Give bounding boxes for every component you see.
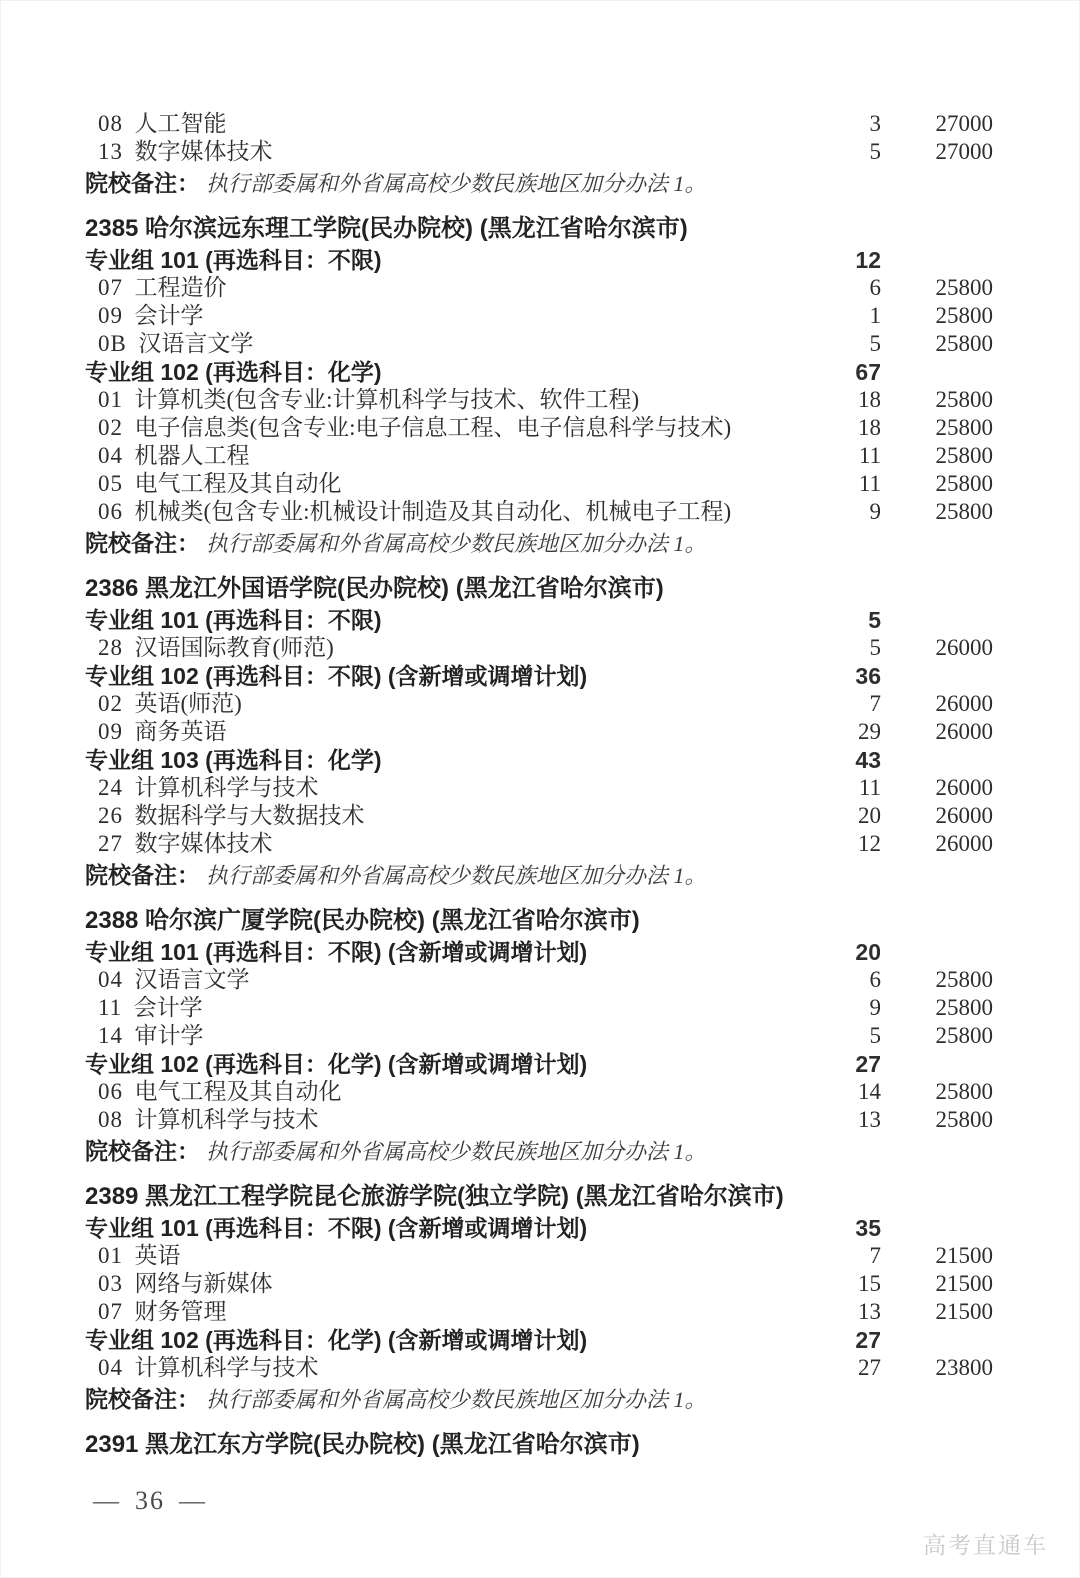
major-count: 9	[869, 995, 881, 1020]
major-code: 05	[98, 471, 123, 496]
major-count: 5	[869, 331, 881, 356]
major-row	[85, 634, 993, 662]
group-row	[85, 1214, 993, 1242]
major-name: 计算机科学与技术	[134, 1355, 319, 1380]
major-row	[85, 386, 993, 414]
major-row	[85, 994, 993, 1022]
note-text: 执行部委属和外省属高校少数民族地区加分办法 1。	[206, 1139, 707, 1164]
major-label	[85, 1242, 817, 1270]
major-count: 27	[858, 1355, 881, 1380]
major-name: 电气工程及其自动化	[134, 1079, 342, 1104]
major-code: 04	[98, 967, 123, 992]
note-label: 院校备注：	[85, 1138, 200, 1164]
note-label-wrap	[85, 169, 993, 198]
major-code: 13	[98, 139, 123, 164]
major-fee: 25800	[935, 995, 993, 1020]
note-row	[85, 529, 993, 558]
major-code: 08	[98, 1107, 123, 1132]
major-label	[85, 470, 817, 498]
page-number-dash-left: —	[93, 1486, 121, 1515]
major-fee: 25800	[935, 387, 993, 412]
major-count: 11	[858, 775, 881, 800]
major-label	[85, 1270, 817, 1298]
major-code: 01	[98, 387, 123, 412]
major-label	[85, 774, 817, 802]
major-name: 数据科学与大数据技术	[134, 803, 365, 828]
major-label	[85, 498, 817, 526]
group-label: 专业组 101 (再选科目：不限) (含新增或调增计划)	[85, 939, 588, 965]
major-count: 7	[869, 691, 881, 716]
group-count: 5	[868, 607, 881, 633]
major-row	[85, 498, 993, 526]
major-name: 人工智能	[134, 111, 227, 136]
major-code: 09	[98, 719, 123, 744]
group-label: 专业组 101 (再选科目：不限)	[85, 607, 382, 633]
major-fee: 21500	[935, 1243, 993, 1268]
major-name: 财务管理	[134, 1299, 227, 1324]
watermark-gaokao-zhitongche: 高考直通车	[923, 1532, 1048, 1558]
major-row	[85, 1106, 993, 1134]
group-label: 专业组 101 (再选科目：不限)	[85, 247, 382, 273]
major-fee: 25800	[935, 1079, 993, 1104]
school-header: 2388 哈尔滨广厦学院(民办院校) (黑龙江省哈尔滨市)	[85, 907, 640, 934]
major-fee: 23800	[935, 1355, 993, 1380]
major-count: 15	[858, 1271, 881, 1296]
major-code: 28	[98, 635, 123, 660]
major-label	[85, 966, 817, 994]
group-row	[85, 246, 993, 274]
major-count: 13	[858, 1299, 881, 1324]
note-text: 执行部委属和外省属高校少数民族地区加分办法 1。	[206, 171, 707, 196]
school-header: 2391 黑龙江东方学院(民办院校) (黑龙江省哈尔滨市)	[85, 1431, 640, 1458]
admission-plan-table	[85, 110, 993, 1462]
major-row	[85, 470, 993, 498]
major-label	[85, 442, 817, 470]
major-name: 英语	[134, 1243, 181, 1268]
major-code: 03	[98, 1271, 123, 1296]
major-row	[85, 442, 993, 470]
major-name: 网络与新媒体	[134, 1271, 273, 1296]
group-count: 67	[855, 359, 881, 385]
group-row	[85, 746, 993, 774]
major-label	[85, 1078, 817, 1106]
major-row	[85, 1242, 993, 1270]
major-row	[85, 690, 993, 718]
major-name: 数字媒体技术	[134, 831, 273, 856]
major-label	[85, 1022, 817, 1050]
major-fee: 21500	[935, 1299, 993, 1324]
major-code: 06	[98, 1079, 123, 1104]
major-count: 11	[858, 443, 881, 468]
major-count: 18	[858, 387, 881, 412]
note-label-wrap	[85, 529, 993, 558]
major-count: 5	[869, 139, 881, 164]
major-row	[85, 1298, 993, 1326]
major-name: 英语(师范)	[134, 691, 242, 716]
major-count: 18	[858, 415, 881, 440]
major-label	[85, 274, 817, 302]
major-count: 5	[869, 1023, 881, 1048]
major-label	[85, 994, 817, 1022]
major-label	[85, 1298, 817, 1326]
note-row	[85, 169, 993, 198]
major-count: 1	[869, 303, 881, 328]
page-number	[93, 1486, 207, 1516]
major-label	[85, 414, 817, 442]
group-label: 专业组 102 (再选科目：化学) (含新增或调增计划)	[85, 1327, 588, 1353]
major-label	[85, 330, 817, 358]
major-code: 02	[98, 691, 123, 716]
note-label-wrap	[85, 1137, 993, 1166]
major-row	[85, 138, 993, 166]
major-fee: 25800	[935, 443, 993, 468]
major-fee: 26000	[935, 635, 993, 660]
major-count: 11	[858, 471, 881, 496]
note-label: 院校备注：	[85, 862, 200, 888]
major-fee: 25800	[935, 1023, 993, 1048]
major-count: 3	[869, 111, 881, 136]
major-fee: 27000	[935, 111, 993, 136]
group-row	[85, 358, 993, 386]
major-label	[85, 1106, 817, 1134]
group-count: 12	[855, 247, 881, 273]
note-row	[85, 861, 993, 890]
major-label	[85, 1354, 817, 1382]
major-label	[85, 718, 817, 746]
major-fee: 25800	[935, 967, 993, 992]
major-name: 汉语言文学	[138, 331, 254, 356]
major-code: 04	[98, 1355, 123, 1380]
group-label: 专业组 102 (再选科目：化学) (含新增或调增计划)	[85, 1051, 588, 1077]
group-label: 专业组 103 (再选科目：化学)	[85, 747, 382, 773]
major-row	[85, 110, 993, 138]
major-code: 26	[98, 803, 123, 828]
major-name: 计算机类(包含专业:计算机科学与技术、软件工程)	[134, 387, 640, 412]
group-label: 专业组 102 (再选科目：不限) (含新增或调增计划)	[85, 663, 588, 689]
major-code: 07	[98, 1299, 123, 1324]
major-row	[85, 1022, 993, 1050]
major-label	[85, 302, 817, 330]
group-row	[85, 938, 993, 966]
major-name: 会计学	[133, 995, 203, 1020]
major-label	[85, 690, 817, 718]
note-text: 执行部委属和外省属高校少数民族地区加分办法 1。	[206, 863, 707, 888]
major-fee: 26000	[935, 775, 993, 800]
group-count: 35	[855, 1215, 881, 1241]
note-label: 院校备注：	[85, 1386, 200, 1412]
major-row	[85, 966, 993, 994]
major-code: 09	[98, 303, 123, 328]
major-name: 工程造价	[134, 275, 227, 300]
major-row	[85, 302, 993, 330]
page-number-value: 36	[135, 1486, 165, 1515]
major-name: 审计学	[134, 1023, 204, 1048]
major-fee: 25800	[935, 303, 993, 328]
major-fee: 25800	[935, 1107, 993, 1132]
major-count: 29	[858, 719, 881, 744]
major-label	[85, 138, 817, 166]
major-count: 9	[869, 499, 881, 524]
school-header: 2389 黑龙江工程学院昆仑旅游学院(独立学院) (黑龙江省哈尔滨市)	[85, 1183, 784, 1210]
major-count: 6	[869, 275, 881, 300]
major-fee: 25800	[935, 499, 993, 524]
major-label	[85, 110, 817, 138]
group-count: 27	[855, 1051, 881, 1077]
major-code: 01	[98, 1243, 123, 1268]
major-row	[85, 718, 993, 746]
major-name: 机器人工程	[134, 443, 250, 468]
group-row	[85, 662, 993, 690]
group-count: 20	[855, 939, 881, 965]
major-fee: 21500	[935, 1271, 993, 1296]
major-fee: 26000	[935, 691, 993, 716]
major-label	[85, 830, 817, 858]
major-row	[85, 274, 993, 302]
major-fee: 26000	[935, 831, 993, 856]
major-name: 计算机科学与技术	[134, 1107, 319, 1132]
major-name: 电气工程及其自动化	[134, 471, 342, 496]
group-row	[85, 606, 993, 634]
major-count: 7	[869, 1243, 881, 1268]
major-code: 02	[98, 415, 123, 440]
school-header: 2385 哈尔滨远东理工学院(民办院校) (黑龙江省哈尔滨市)	[85, 215, 688, 242]
major-count: 5	[869, 635, 881, 660]
major-row	[85, 1354, 993, 1382]
major-code: 14	[98, 1023, 123, 1048]
major-fee: 26000	[935, 803, 993, 828]
major-count: 20	[858, 803, 881, 828]
group-count: 27	[855, 1327, 881, 1353]
major-fee: 25800	[935, 331, 993, 356]
major-fee: 25800	[935, 471, 993, 496]
school-header: 2386 黑龙江外国语学院(民办院校) (黑龙江省哈尔滨市)	[85, 575, 664, 602]
major-name: 汉语国际教育(师范)	[134, 635, 334, 660]
note-label-wrap	[85, 1385, 993, 1414]
page-number-dash-right: —	[179, 1486, 207, 1515]
major-count: 13	[858, 1107, 881, 1132]
major-name: 数字媒体技术	[134, 139, 273, 164]
group-label: 专业组 102 (再选科目：化学)	[85, 359, 382, 385]
major-row	[85, 1270, 993, 1298]
major-code: 27	[98, 831, 123, 856]
note-row	[85, 1385, 993, 1414]
major-fee: 25800	[935, 415, 993, 440]
major-name: 电子信息类(包含专业:电子信息工程、电子信息科学与技术)	[134, 415, 732, 440]
major-code: 24	[98, 775, 123, 800]
major-row	[85, 330, 993, 358]
major-label	[85, 802, 817, 830]
major-code: 08	[98, 111, 123, 136]
note-label: 院校备注：	[85, 530, 200, 556]
note-text: 执行部委属和外省属高校少数民族地区加分办法 1。	[206, 531, 707, 556]
major-name: 会计学	[134, 303, 204, 328]
group-label: 专业组 101 (再选科目：不限) (含新增或调增计划)	[85, 1215, 588, 1241]
major-name: 计算机科学与技术	[134, 775, 319, 800]
major-code: 07	[98, 275, 123, 300]
major-row	[85, 1078, 993, 1106]
major-label	[85, 386, 817, 414]
major-fee: 27000	[935, 139, 993, 164]
group-row	[85, 1050, 993, 1078]
major-fee: 26000	[935, 719, 993, 744]
major-code: 06	[98, 499, 123, 524]
major-row	[85, 802, 993, 830]
major-name: 机械类(包含专业:机械设计制造及其自动化、机械电子工程)	[134, 499, 732, 524]
major-fee: 25800	[935, 275, 993, 300]
major-count: 14	[858, 1079, 881, 1104]
note-label-wrap	[85, 861, 993, 890]
major-code: 04	[98, 443, 123, 468]
major-row	[85, 830, 993, 858]
major-count: 6	[869, 967, 881, 992]
major-name: 商务英语	[134, 719, 227, 744]
note-text: 执行部委属和外省属高校少数民族地区加分办法 1。	[206, 1387, 707, 1412]
major-code: 11	[98, 995, 123, 1020]
major-count: 12	[858, 831, 881, 856]
major-code: 0B	[98, 331, 127, 356]
group-row	[85, 1326, 993, 1354]
major-name: 汉语言文学	[134, 967, 250, 992]
group-count: 36	[855, 663, 881, 689]
major-row	[85, 414, 993, 442]
note-row	[85, 1137, 993, 1166]
major-label	[85, 634, 817, 662]
note-label: 院校备注：	[85, 170, 200, 196]
group-count: 43	[855, 747, 881, 773]
major-row	[85, 774, 993, 802]
